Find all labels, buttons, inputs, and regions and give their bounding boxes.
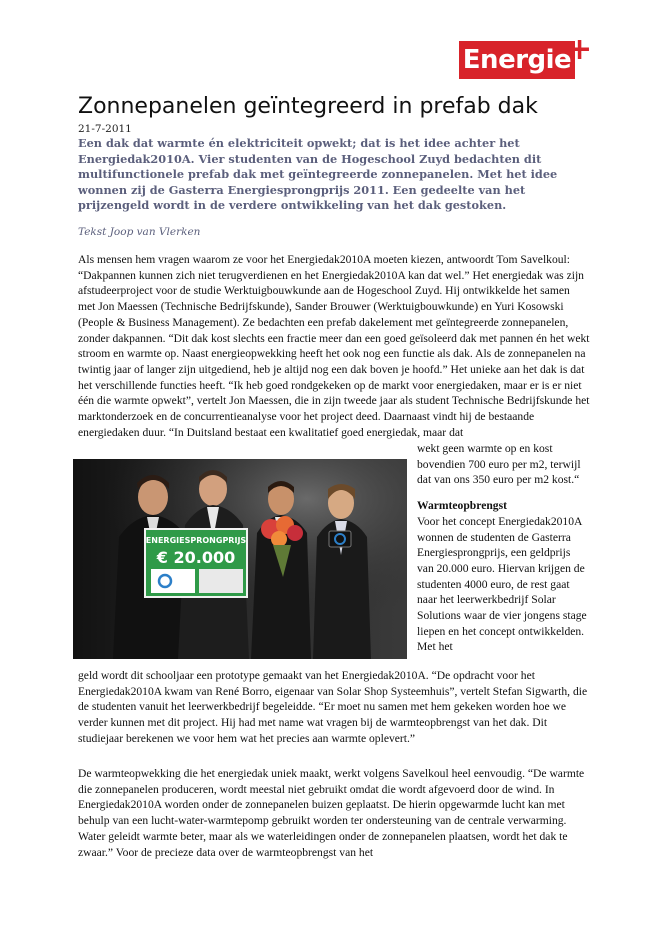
article-lead: Een dak dat warmte én elektriciteit opwekt; dat is het idee achter het Energiedak2010A. Vier studenten van de Hogeschool Zuyd bedachten dit multifunctionele prefab dak met geïntegreerde zonnepanelen. Met het idee wonnen zij de Gasterra Energiesprongprijs 2011. Een gedeelte van het prijzengeld wordt in de verdere ontwikkeling van het dak gestoken.	[78, 136, 558, 213]
award-sign	[145, 529, 247, 597]
side-text: wekt geen warmte op en kost bovendien 700 euro per m2, terwijl dat van ons 350 euro per m2 kost.“	[417, 442, 581, 487]
side-paragraph: Voor het concept Energiedak2010A wonnen de studenten de Gasterra Energiesprongprijs, een geldprijs van 20.000 euro. Hiervan krijgen de studenten 4000 euro, de rest gaat naar het leerwerkbedrijf Solar Solutions waar de vier jongens stage liepen en het concept ontwikkelden. Met het	[417, 514, 587, 654]
logo-plus: +	[567, 32, 593, 67]
paragraph-3: De warmteopwekking die het energiedak uniek maakt, werkt volgens Savelkoul heel eenvoudig. “De warmte die zonnepanelen produceren, wordt meestal niet gebruikt omdat die wordt afgevoerd door de wind. In Energiedak2010A worden onder de zonnepanelen buizen geplaatst. De hierin opgewarmde lucht kan met behulp van een lucht-water-warmtepomp gebruikt worden ter ondersteuning van de centrale verwarming. Water geleidt warmte beter, maar als we waterleidingen onder de zonnepanelen plaatsen, wordt het dak te zwaar.” Voor de precieze data over de warmteopbrengst van het	[78, 767, 585, 859]
sign-amount: € 20.000	[156, 548, 236, 567]
article-title: Zonnepanelen geïntegreerd in prefab dak	[78, 94, 538, 119]
article-date: 21-7-2011	[78, 123, 132, 135]
section-heading: Warmteopbrengst	[417, 499, 507, 513]
sign-title: ENERGIESPRONGPRIJS	[145, 536, 247, 545]
article-byline: Tekst Joop van Vlerken	[78, 226, 201, 238]
paragraph-2: geld wordt dit schooljaar een prototype gemaakt van het Energiedak2010A. “De opdracht voor het Energiedak2010A kwam van René Borro, eigenaar van Solar Shop Systeemhuis”, vertelt Stefan Sigwarth, die de studenten vanuit het leerwerkbedrijf begeleidde. “Er moet nu samen met hem gekeken worden hoe we verder kunnen met dit project. Hij had met name wat vragen bij de warmteopbrengst van het dak. Dit studiejaar berekenen we voor hem wat het precies aan warmte oplevert.”	[78, 669, 588, 745]
sidebar-column	[417, 441, 587, 655]
energie-plus-logo	[459, 32, 593, 82]
paragraph-1: Als mensen hem vragen waarom ze voor het Energiedak2010A moeten kiezen, antwoordt Tom Savelkoul: “Dakpannen kunnen zich niet terugverdienen en het Energiedak2010A kan dat wel.” Het energiedak was zijn afstudeerproject voor de studie Werktuigbouwkunde aan de Hogeschool Zuyd. Hij ontwikkelde het samen met Jon Maessen (Technische Bedrijfskunde), Sander Brouwer (Werktuigbouwkunde) en Yuri Kosowski (People & Business Management). Ze bedachten een prefab dakelement met geïntegreerde zonnepanelen, zonder dakpannen. “Dit dak kost slechts een fractie meer dan een goed geïsoleerd dak met pannen én het wekt stroom en warmte op. Naast energieopwekking heeft het ook nog een functie als dak. Als de zonnepanelen na twintig jaar of langer zijn uitgediend, heb je altijd nog een dak boven je hoofd.” Het unieke aan het dak is dat het verschillende functies heeft. “Ik heb goed rondgekeken op de markt voor energiedaken, maar er is er niet één die warmte opwekt”, vertelt Jon Maessen, die in zijn tweede jaar als student Technische Bedrijfskunde het marktonderzoek en de concurrentieanalyse voor het project deed. Daarnaast vindt hij de bestaande energiedaken duur. “In Duitsland bestaat een kwalitatief goed energiedak, maar dat	[78, 253, 590, 439]
award-photo	[73, 459, 407, 659]
logo-text: Energie	[462, 45, 572, 75]
